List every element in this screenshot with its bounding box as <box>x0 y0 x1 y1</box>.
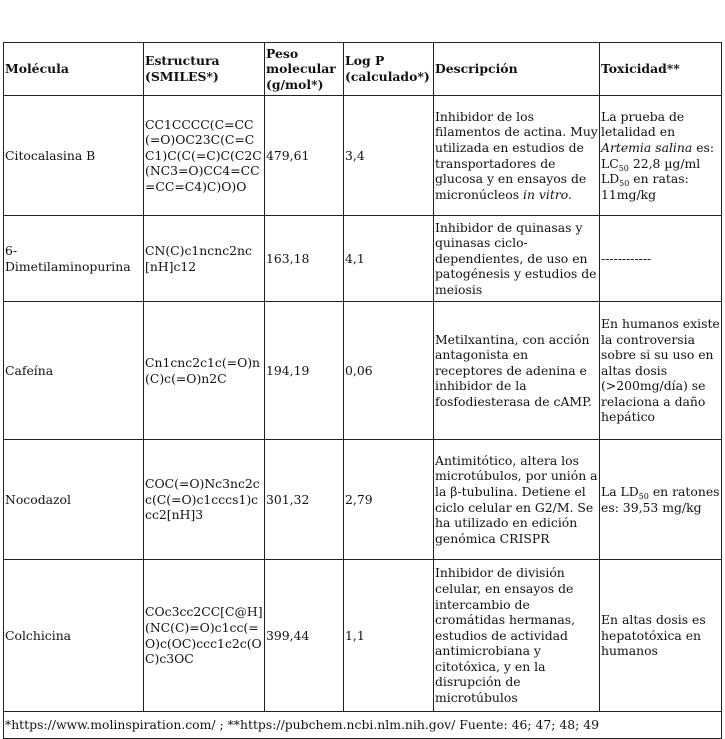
toxicity-text: La prueba de letalidad en <box>601 108 685 140</box>
cell-weight: 399,44 <box>265 560 344 712</box>
footnote: *https://www.molinspiration.com/ ; **https://pubchem.ncbi.nlm.nih.gov/ Fuente: 46; 47; 48; 49 <box>4 712 722 739</box>
cell-molecule: Cafeína <box>4 302 144 440</box>
description-italic: in vitro. <box>523 186 572 202</box>
table-row <box>4 440 722 560</box>
table-row <box>4 96 722 216</box>
header-weight: Peso molecular (g/mol*) <box>265 43 344 96</box>
header-molecule: Molécula <box>4 43 144 96</box>
cell-weight: 194,19 <box>265 302 344 440</box>
table-row <box>4 560 722 712</box>
cell-logp: 4,1 <box>344 216 434 302</box>
footnote-row <box>4 712 722 739</box>
toxicity-text: La LD <box>601 483 639 499</box>
cell-toxicity <box>600 96 722 216</box>
cell-logp: 1,1 <box>344 560 434 712</box>
cell-description: Inhibidor de división celular, en ensayos de intercambio de cromátidas hermanas, estudios de actividad antimicrobiana y citotóxica, y en la disrupción de microtúbulos <box>434 560 600 712</box>
header-description: Descripción <box>434 43 600 96</box>
cell-smiles: COc3cc2CC[C@H](NC(C)=O)c1cc(=O)c(OC)ccc1c2c(OC)c3OC <box>144 560 265 712</box>
toxicity-text: en ratas: 11mg/kg <box>601 171 689 202</box>
cell-molecule: Colchicina <box>4 560 144 712</box>
description-text: Inhibidor de los filamentos de actina. Muy utilizada en estudios de transportadores de glucosa y en ensayos de micronúcleos <box>435 108 598 202</box>
cell-molecule: 6-Dimetilaminopurina <box>4 216 144 302</box>
cell-toxicity <box>600 440 722 560</box>
toxicity-text: es: LC <box>601 139 715 171</box>
header-structure: Estructura (SMILES*) <box>144 43 265 96</box>
cell-logp: 0,06 <box>344 302 434 440</box>
cell-smiles: CC1CCCC(C=CC(=O)OC23C(C=CC1)C(C(=C)C(C2C(NC3=O)CC4=CC=CC=C4)C)O)O <box>144 96 265 216</box>
cell-description <box>434 96 600 216</box>
subscript: 50 <box>638 491 649 501</box>
table-row <box>4 302 722 440</box>
cell-smiles: CN(C)c1ncnc2nc[nH]c12 <box>144 216 265 302</box>
cell-weight: 479,61 <box>265 96 344 216</box>
cell-description: Antimitótico, altera los microtúbulos, por unión a la β-tubulina. Detiene el ciclo celular en G2/M. Se ha utilizado en edición genómica CRISPR <box>434 440 600 560</box>
species-name: Artemia salina <box>601 139 693 155</box>
cell-weight: 301,32 <box>265 440 344 560</box>
cell-molecule: Citocalasina B <box>4 96 144 216</box>
cell-description: Metilxantina, con acción antagonista en receptores de adenina e inhibidor de la fosfodiesterasa de cAMP. <box>434 302 600 440</box>
toxicity-text: 22,8 µg/ml LD <box>601 155 701 187</box>
toxicity-text: en ratones es: 39,53 mg/kg <box>601 483 720 515</box>
cell-molecule: Nocodazol <box>4 440 144 560</box>
cell-toxicity: En humanos existe la controversia sobre si su uso en altas dosis (>200mg/día) se relaciona a daño hepático <box>600 302 722 440</box>
cell-logp: 2,79 <box>344 440 434 560</box>
molecules-table <box>3 42 722 739</box>
subscript: 50 <box>618 163 629 173</box>
cell-smiles: Cn1cnc2c1c(=O)n(C)c(=O)n2C <box>144 302 265 440</box>
table-header-row <box>4 43 722 96</box>
cell-logp: 3,4 <box>344 96 434 216</box>
cell-smiles: COC(=O)Nc3nc2cc(C(=O)c1cccs1)ccc2[nH]3 <box>144 440 265 560</box>
cell-description: Inhibidor de quinasas y quinasas ciclo-dependientes, de uso en patogénesis y estudios de meiosis <box>434 216 600 302</box>
header-logp: Log P (calculado*) <box>344 43 434 96</box>
cell-toxicity: ------------ <box>600 216 722 302</box>
subscript: 50 <box>619 179 630 189</box>
header-toxicity: Toxicidad** <box>600 43 722 96</box>
cell-toxicity: En altas dosis es hepatotóxica en humanos <box>600 560 722 712</box>
cell-weight: 163,18 <box>265 216 344 302</box>
table-row <box>4 216 722 302</box>
